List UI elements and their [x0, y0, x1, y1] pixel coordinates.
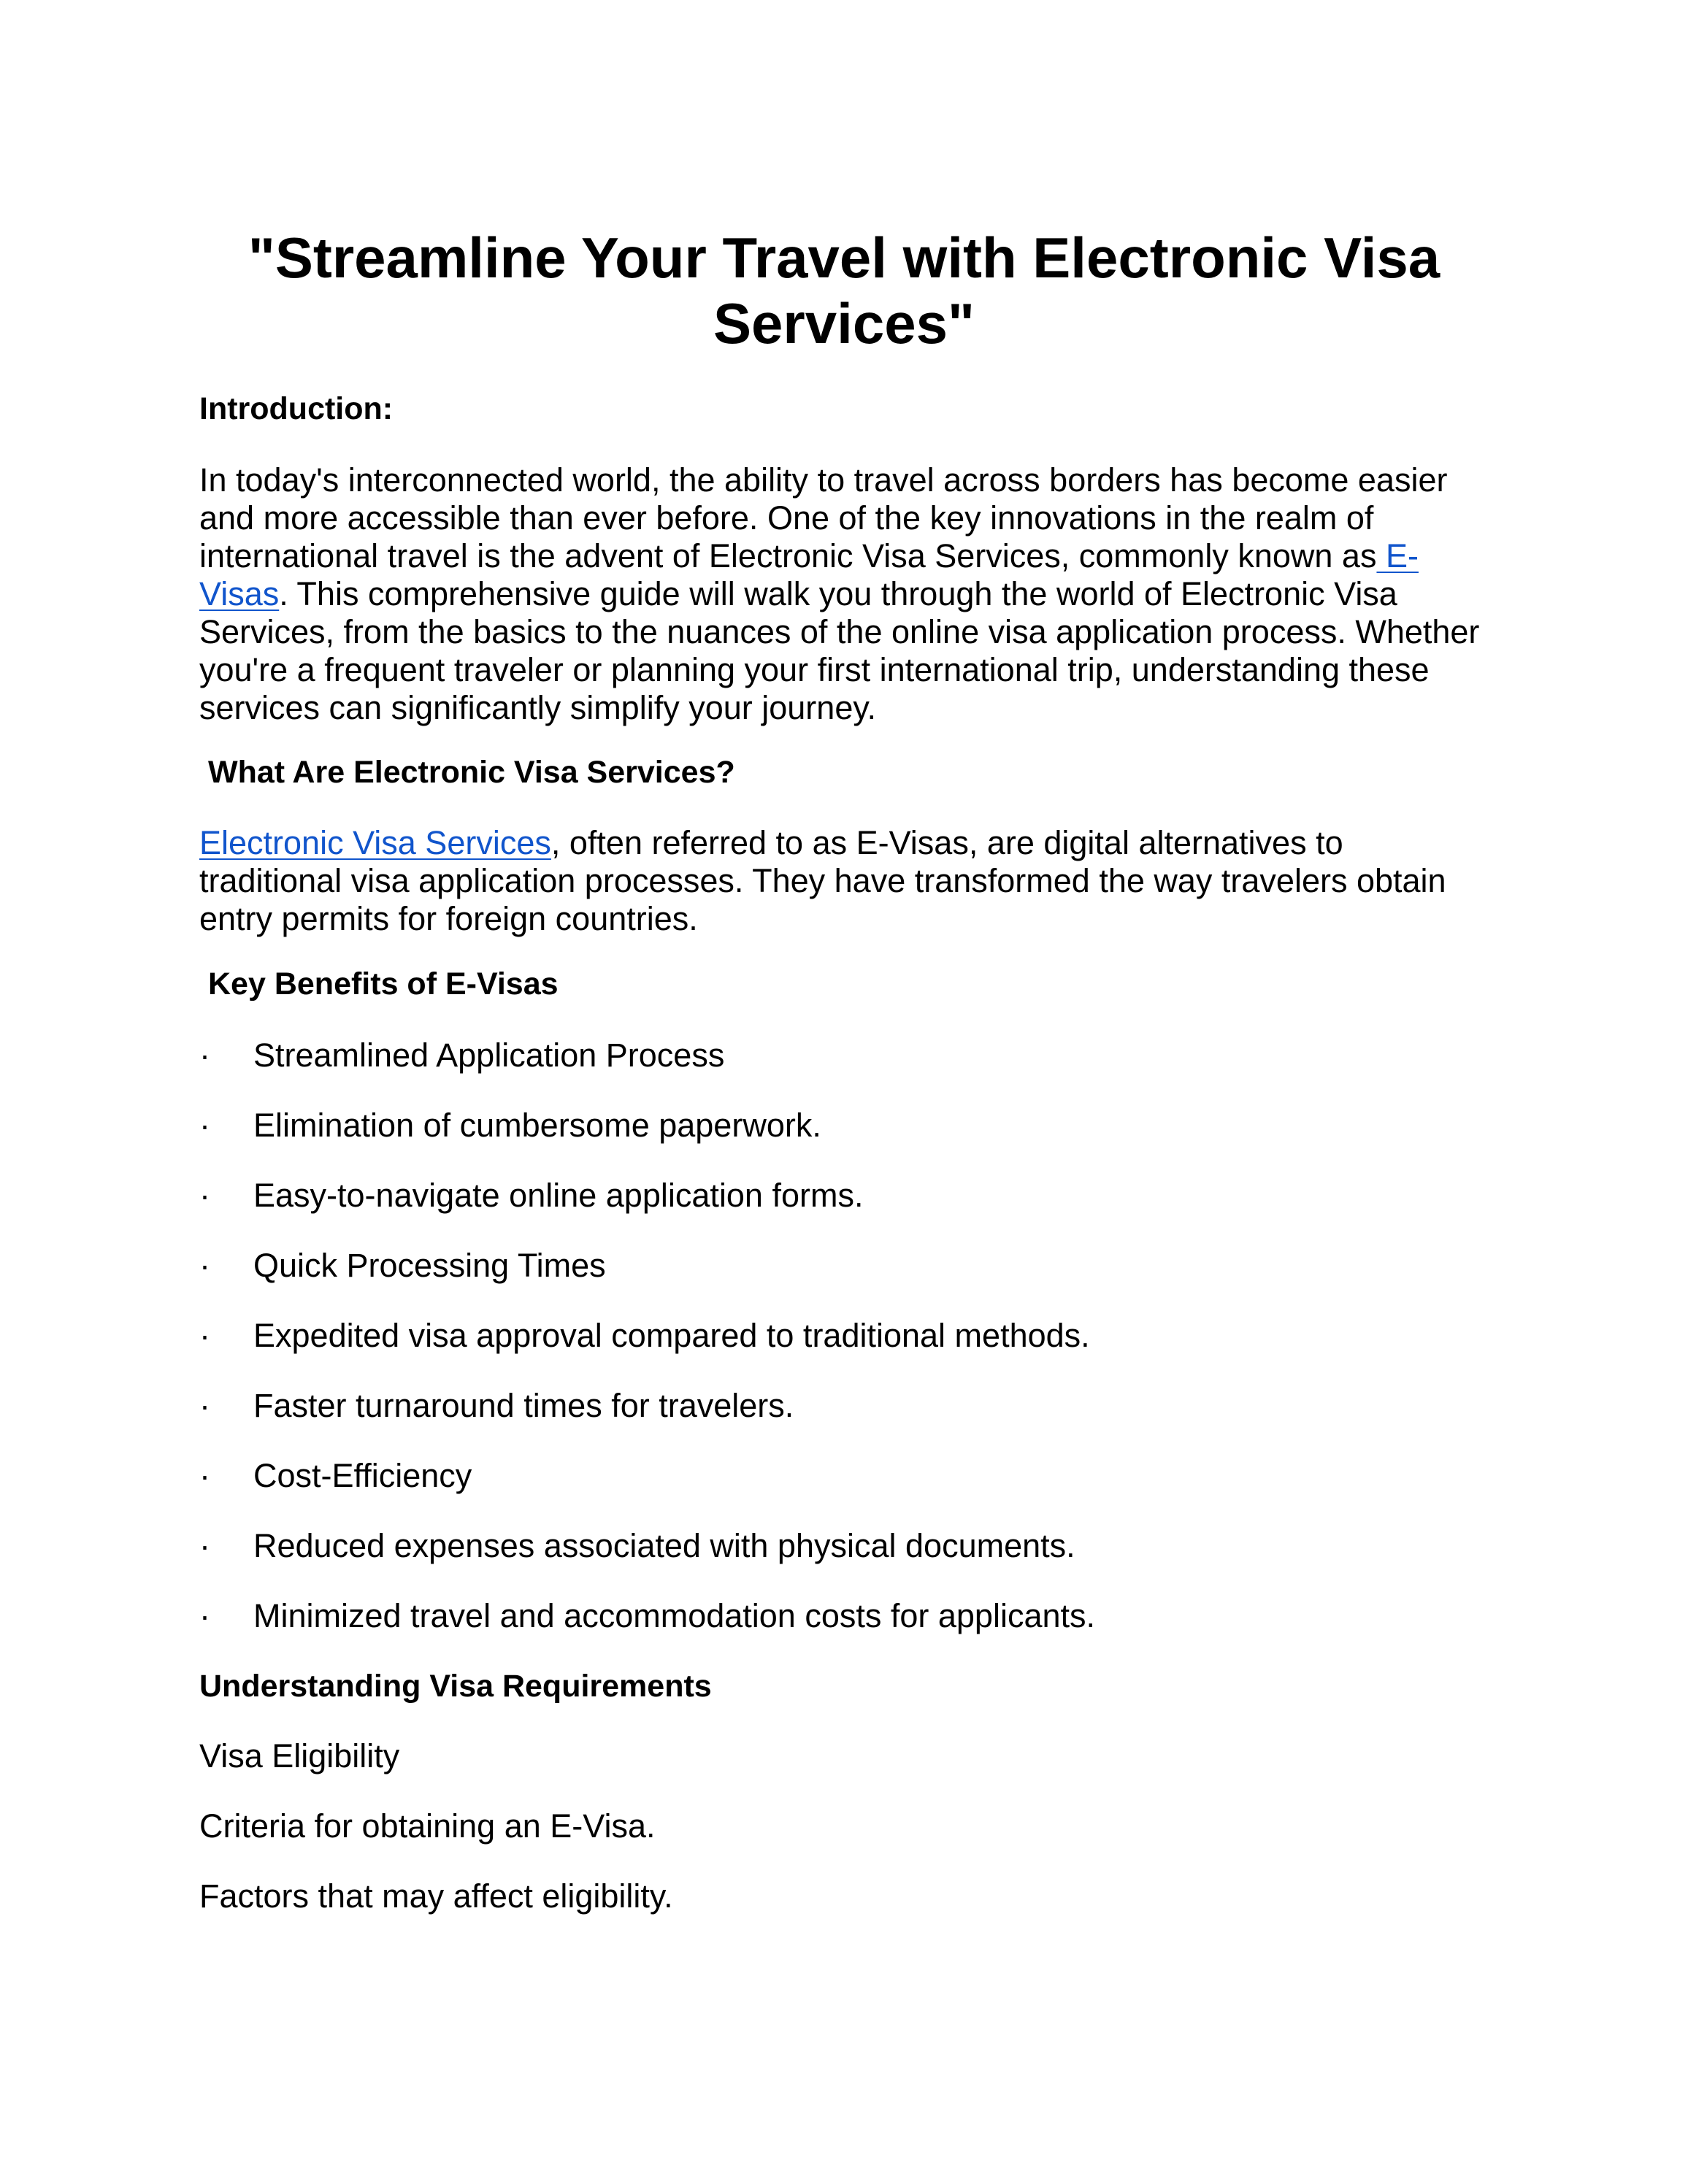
intro-line: Services, from the basics to the nuances of the online visa application process. Whether [199, 613, 1480, 650]
electronic-visa-services-link[interactable]: Electronic Visa Services [199, 824, 551, 861]
intro-line: In today's interconnected world, the ability to travel across borders has become easier [199, 461, 1448, 499]
title-line-1: "Streamline Your Travel with Electronic Visa [248, 226, 1440, 290]
intro-line-text: international travel is the advent of Electronic Visa Services, commonly known as [199, 537, 1377, 574]
what-line: entry permits for foreign countries. [199, 900, 698, 937]
what-line-text: , often referred to as E-Visas, are digital alternatives to [550, 824, 1343, 861]
list-item-text: Minimized travel and accommodation costs for applicants. [253, 1597, 1096, 1634]
introduction-paragraph [199, 461, 1514, 727]
bullet-icon: · [199, 1107, 210, 1144]
page-title [146, 225, 1542, 356]
bullet-icon: · [199, 1177, 210, 1214]
understanding-requirements-heading: Understanding Visa Requirements [199, 1669, 712, 1704]
intro-line: and more accessible than ever before. One of the key innovations in the realm of [199, 499, 1374, 537]
list-item-text: Streamlined Application Process [253, 1037, 725, 1074]
what-line [199, 824, 1514, 862]
what-are-evisas-paragraph [199, 824, 1514, 938]
list-item-text: Elimination of cumbersome paperwork. [253, 1107, 821, 1144]
list-item-text: Reduced expenses associated with physical documents. [253, 1527, 1075, 1564]
requirements-line: Factors that may affect eligibility. [199, 1877, 673, 1915]
what-are-evisas-heading: What Are Electronic Visa Services? [208, 755, 735, 790]
intro-line-text: . This comprehensive guide will walk you through the world of Electronic Visa [279, 575, 1397, 612]
key-benefits-heading: Key Benefits of E-Visas [208, 966, 559, 1001]
intro-line [199, 537, 1514, 575]
requirements-line: Visa Eligibility [199, 1737, 400, 1774]
bullet-icon: · [199, 1037, 210, 1074]
intro-line: services can significantly simplify your journey. [199, 689, 877, 726]
bullet-icon: · [199, 1247, 210, 1284]
intro-line [199, 575, 1514, 613]
list-item-text: Easy-to-navigate online application forms. [253, 1177, 864, 1214]
bullet-icon: · [199, 1527, 210, 1564]
what-line: traditional visa application processes. They have transformed the way travelers obtain [199, 862, 1446, 899]
e-visas-link-continued[interactable]: Visas [199, 575, 280, 612]
bullet-icon: · [199, 1387, 210, 1424]
title-line-2: Services" [713, 291, 975, 355]
list-item-text: Expedited visa approval compared to traditional methods. [253, 1317, 1090, 1354]
intro-line: you're a frequent traveler or planning your first international trip, understanding these [199, 651, 1430, 688]
introduction-heading: Introduction: [199, 391, 394, 426]
bullet-icon: · [199, 1317, 210, 1354]
bullet-icon: · [199, 1597, 210, 1634]
bullet-icon: · [199, 1457, 210, 1494]
list-item-text: Quick Processing Times [253, 1247, 606, 1284]
list-item-text: Cost-Efficiency [253, 1457, 472, 1494]
requirements-line: Criteria for obtaining an E-Visa. [199, 1807, 656, 1845]
list-item-text: Faster turnaround times for travelers. [253, 1387, 794, 1424]
e-visas-link[interactable]: E- [1376, 537, 1419, 574]
